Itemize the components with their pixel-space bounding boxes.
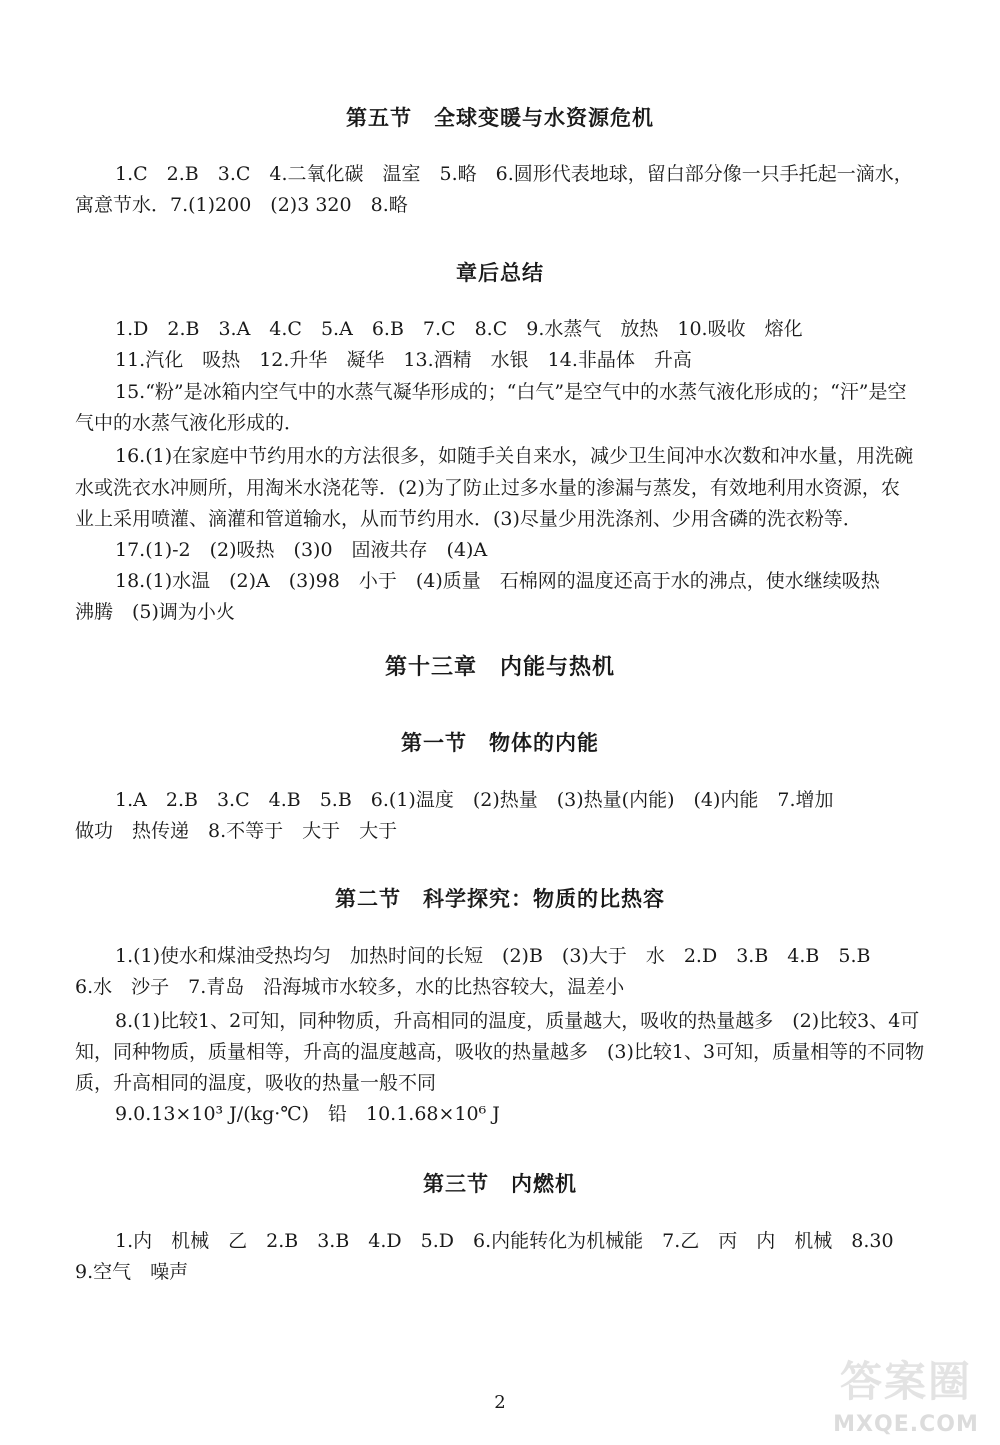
answer-line: 水或洗衣水冲厕所，用淘米水浇花等．(2)为了防止过多水量的渗漏与蒸发，有效地利用水资源，农	[75, 477, 900, 499]
answer-line: 寓意节水．7.(1)200 (2)3 320 8.略	[75, 194, 408, 216]
answer-line: 16.(1)在家庭中节约用水的方法很多，如随手关自来水，减少卫生间冲水次数和冲水量，用洗碗	[115, 445, 914, 467]
section-heading-5: 第三节 内燃机	[423, 1172, 577, 1196]
answer-line: 1.D 2.B 3.A 4.C 5.A 6.B 7.C 8.C 9.水蒸气 放热 10.吸收 熔化	[115, 318, 803, 340]
answer-line: 18.(1)水温 (2)A (3)98 小于 (4)质量 石棉网的温度还高于水的沸点，使水继续吸热	[115, 570, 880, 592]
answer-line: 1.C 2.B 3.C 4.二氧化碳 温室 5.略 6.圆形代表地球，留白部分像一只手托起一滴水，	[115, 163, 913, 185]
answer-line: 知，同种物质，质量相等，升高的温度越高，吸收的热量越多 (3)比较1、3可知，质量相等的不同物	[75, 1041, 925, 1063]
answer-line: 17.(1)-2 (2)吸热 (3)0 固液共存 (4)A	[115, 539, 488, 561]
section-heading-4: 第二节 科学探究：物质的比热容	[335, 887, 665, 911]
answer-line: 气中的水蒸气液化形成的．	[75, 412, 304, 434]
chapter-heading: 第十三章 内能与热机	[384, 655, 615, 680]
answer-line: 9.0.13×10³ J/(kg·℃) 铅 10.1.68×10⁶ J	[115, 1103, 500, 1125]
watermark-url: MXQE.COM	[833, 1412, 979, 1437]
section-heading-2: 章后总结	[456, 261, 544, 285]
answer-line: 质，升高相同的温度，吸收的热量一般不同	[75, 1072, 437, 1094]
answer-line: 做功 热传递 8.不等于 大于 大于	[75, 820, 398, 842]
answer-line: 沸腾 (5)调为小火	[75, 601, 235, 623]
answer-line: 9.空气 噪声	[75, 1261, 189, 1283]
answer-line: 8.(1)比较1、2可知，同种物质，升高相同的温度，质量越大，吸收的热量越多 (2)比较3、4可	[115, 1010, 920, 1032]
section-heading-3: 第一节 物体的内能	[401, 731, 599, 755]
answer-line: 11.汽化 吸热 12.升华 凝华 13.酒精 水银 14.非晶体 升高	[115, 349, 692, 371]
answer-line: 1.(1)使水和煤油受热均匀 加热时间的长短 (2)B (3)大于 水 2.D 3.B 4.B 5.B	[115, 945, 871, 967]
answer-line: 1.内 机械 乙 2.B 3.B 4.D 5.D 6.内能转化为机械能 7.乙 丙 内 机械 8.30	[115, 1230, 894, 1252]
answer-line: 15.“粉”是冰箱内空气中的水蒸气凝华形成的；“白气”是空气中的水蒸气液化形成的；“汗”是空	[115, 381, 907, 403]
page-number: 2	[494, 1392, 506, 1413]
watermark-title: 答案圈	[839, 1357, 972, 1406]
answer-line: 1.A 2.B 3.C 4.B 5.B 6.(1)温度 (2)热量 (3)热量(内能) (4)内能 7.增加	[115, 789, 834, 811]
answer-line: 业上采用喷灌、滴灌和管道输水，从而节约用水．(3)尽量少用洗涤剂、少用含磷的洗衣粉等．	[75, 508, 862, 530]
watermark-logo	[818, 1349, 994, 1439]
answer-line: 6.水 沙子 7.青岛 沿海城市水较多，水的比热容较大，温差小	[75, 976, 625, 998]
section-heading-1: 第五节 全球变暖与水资源危机	[346, 106, 654, 130]
